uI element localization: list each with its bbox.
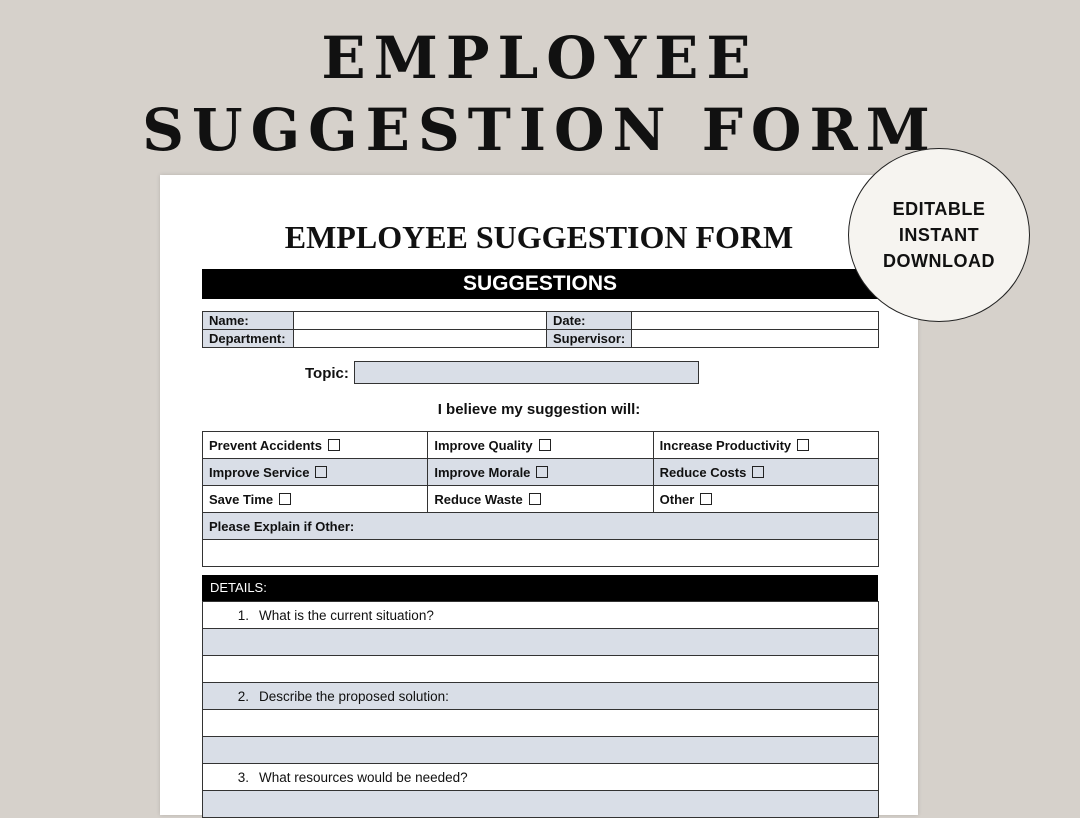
believe-heading: I believe my suggestion will:: [437, 401, 641, 418]
question-row: [203, 683, 879, 710]
question-row: [203, 602, 879, 629]
option-cell[interactable]: [653, 459, 878, 486]
supervisor-label: Supervisor:: [547, 330, 632, 348]
option-label: Improve Quality: [434, 437, 533, 453]
option-label: Increase Productivity: [659, 437, 792, 453]
answer-line[interactable]: [203, 656, 879, 683]
question-number: 2.: [237, 688, 249, 704]
headline-line-2: SUGGESTION FORM: [142, 96, 938, 164]
topic-field[interactable]: [354, 361, 699, 384]
checkbox[interactable]: [700, 493, 712, 505]
question-text: What is the current situation?: [259, 607, 434, 623]
option-cell[interactable]: [428, 459, 653, 486]
badge-line-1: EDITABLE: [892, 199, 986, 219]
headline-line-1: EMPLOYEE: [321, 24, 759, 92]
date-field[interactable]: [632, 312, 879, 330]
supervisor-field[interactable]: [632, 330, 879, 348]
name-field[interactable]: [294, 312, 547, 330]
question-text: What resources would be needed?: [259, 769, 468, 785]
form-title: EMPLOYEE SUGGESTION FORM: [284, 219, 794, 255]
form-sheet: [160, 175, 918, 815]
department-label: Department:: [203, 330, 294, 348]
answer-line[interactable]: [203, 791, 879, 818]
explain-other-field[interactable]: [203, 540, 879, 567]
checkbox[interactable]: [539, 439, 551, 451]
details-header: DETAILS:: [202, 575, 878, 601]
option-label: Prevent Accidents: [209, 437, 322, 453]
answer-line[interactable]: [203, 710, 879, 737]
option-label: Save Time: [209, 491, 274, 507]
suggestions-header: SUGGESTIONS: [202, 269, 878, 299]
badge-line-2: INSTANT: [898, 225, 980, 245]
option-cell[interactable]: [203, 459, 428, 486]
checkbox[interactable]: [315, 466, 327, 478]
editable-download-badge: [848, 148, 1030, 322]
answer-line[interactable]: [203, 629, 879, 656]
info-table: [202, 311, 879, 348]
checkbox[interactable]: [279, 493, 291, 505]
option-label: Improve Service: [209, 464, 310, 480]
options-table: [202, 431, 879, 567]
explain-other-label: Please Explain if Other:: [203, 513, 879, 540]
department-field[interactable]: [294, 330, 547, 348]
date-label: Date:: [547, 312, 632, 330]
badge-line-3: DOWNLOAD: [883, 251, 995, 271]
option-cell[interactable]: [203, 486, 428, 513]
option-label: Reduce Costs: [659, 464, 747, 480]
topic-label: Topic:: [305, 365, 349, 382]
name-label: Name:: [203, 312, 294, 330]
checkbox[interactable]: [328, 439, 340, 451]
answer-line[interactable]: [203, 737, 879, 764]
option-cell[interactable]: [653, 432, 878, 459]
option-cell[interactable]: [428, 486, 653, 513]
option-label: Improve Morale: [434, 464, 531, 480]
checkbox[interactable]: [536, 466, 548, 478]
option-label: Other: [659, 491, 695, 507]
option-cell[interactable]: [653, 486, 878, 513]
question-row: [203, 764, 879, 791]
option-cell[interactable]: [428, 432, 653, 459]
option-cell[interactable]: [203, 432, 428, 459]
checkbox[interactable]: [529, 493, 541, 505]
question-text: Describe the proposed solution:: [259, 688, 449, 704]
option-label: Reduce Waste: [434, 491, 523, 507]
question-number: 3.: [237, 769, 249, 785]
checkbox[interactable]: [752, 466, 764, 478]
details-table: [202, 601, 879, 818]
checkbox[interactable]: [797, 439, 809, 451]
question-number: 1.: [237, 607, 249, 623]
